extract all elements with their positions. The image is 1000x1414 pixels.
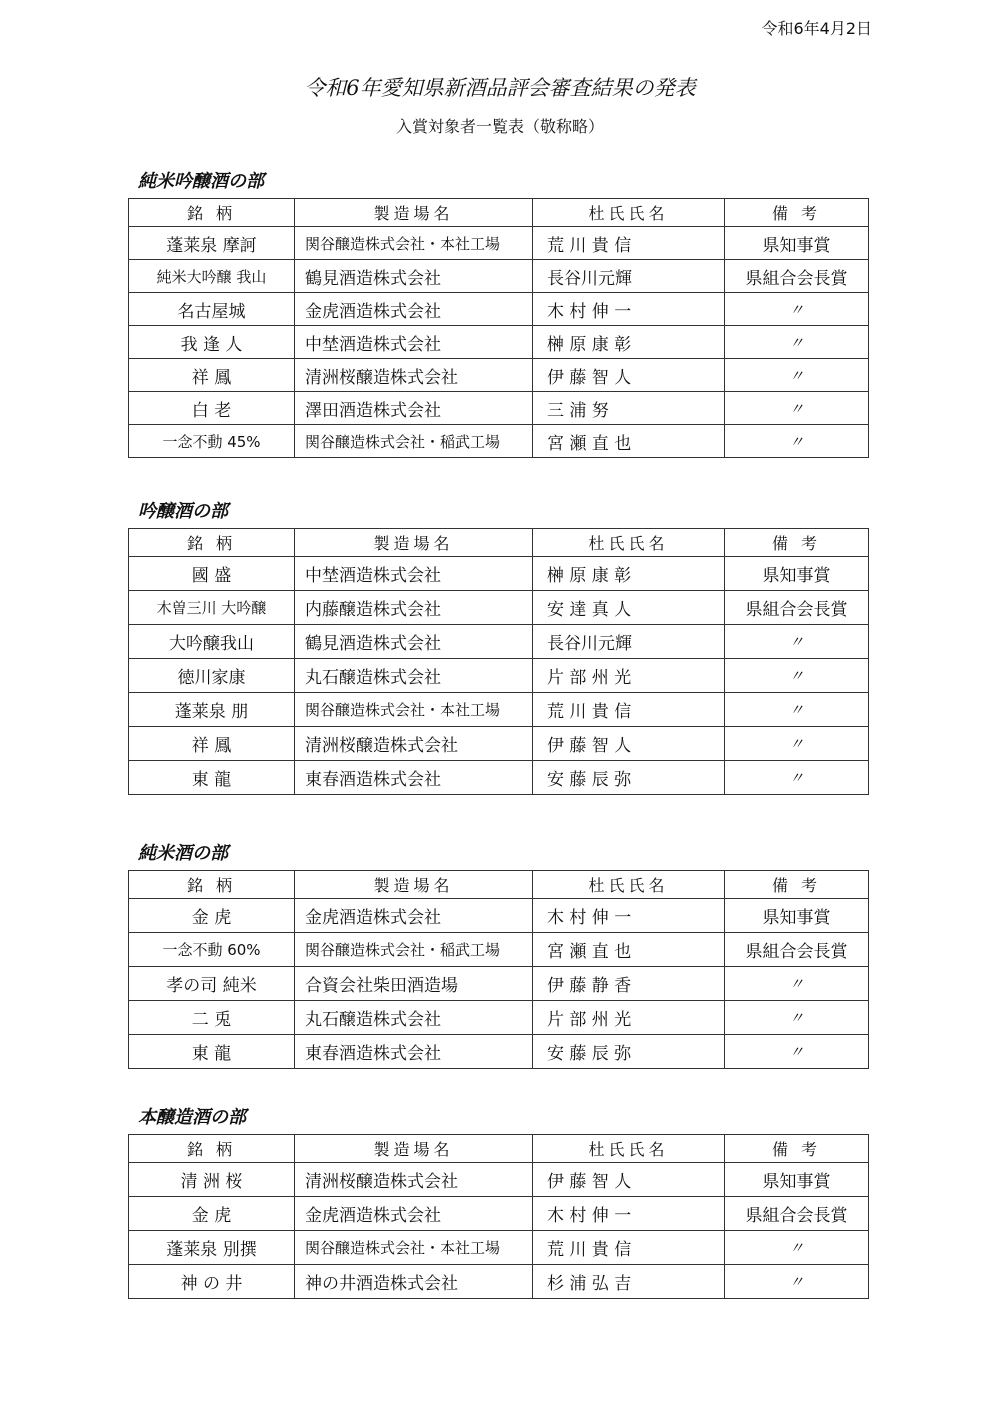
table-row bbox=[129, 625, 869, 659]
cell-maker: 金虎酒造株式会社 bbox=[295, 899, 533, 933]
cell-note: 県組合会長賞 bbox=[725, 260, 869, 293]
table-row bbox=[129, 260, 869, 293]
header-maker: 製造場名 bbox=[295, 529, 533, 557]
section-title: 純米酒の部 bbox=[138, 843, 228, 864]
cell-note: 〃 bbox=[725, 659, 869, 693]
table-row bbox=[129, 1163, 869, 1197]
cell-note: 〃 bbox=[725, 625, 869, 659]
table-row bbox=[129, 727, 869, 761]
table-row bbox=[129, 899, 869, 933]
cell-brand: 白 老 bbox=[129, 392, 295, 425]
cell-brand: 東 龍 bbox=[129, 761, 295, 795]
section-1 bbox=[128, 170, 868, 458]
header-note: 備 考 bbox=[725, 871, 869, 899]
cell-maker: 丸石醸造株式会社 bbox=[295, 1001, 533, 1035]
table-header-row bbox=[129, 199, 869, 227]
cell-toji: 榊 原 康 彰 bbox=[533, 326, 725, 359]
cell-toji: 杉 浦 弘 吉 bbox=[533, 1265, 725, 1299]
cell-brand: 一念不動 45% bbox=[129, 425, 295, 458]
cell-toji: 安 藤 辰 弥 bbox=[533, 1035, 725, 1069]
cell-maker: 内藤醸造株式会社 bbox=[295, 591, 533, 625]
header-maker: 製造場名 bbox=[295, 1135, 533, 1163]
cell-toji: 長谷川元輝 bbox=[533, 625, 725, 659]
header-note: 備 考 bbox=[725, 529, 869, 557]
table-row bbox=[129, 1231, 869, 1265]
cell-brand: 純米大吟醸 我山 bbox=[129, 260, 295, 293]
section-title: 純米吟醸酒の部 bbox=[138, 171, 264, 192]
cell-maker: 神の井酒造株式会社 bbox=[295, 1265, 533, 1299]
cell-brand: 清 洲 桜 bbox=[129, 1163, 295, 1197]
cell-brand: 祥 鳳 bbox=[129, 359, 295, 392]
cell-note: 県知事賞 bbox=[725, 899, 869, 933]
cell-brand: 孝の司 純米 bbox=[129, 967, 295, 1001]
cell-toji: 安 達 真 人 bbox=[533, 591, 725, 625]
cell-brand: 蓬莱泉 朋 bbox=[129, 693, 295, 727]
cell-maker: 中埜酒造株式会社 bbox=[295, 326, 533, 359]
table-row bbox=[129, 359, 869, 392]
cell-note: 〃 bbox=[725, 326, 869, 359]
cell-note: 〃 bbox=[725, 1001, 869, 1035]
cell-note: 県組合会長賞 bbox=[725, 933, 869, 967]
cell-toji: 宮 瀬 直 也 bbox=[533, 933, 725, 967]
cell-maker: 鶴見酒造株式会社 bbox=[295, 260, 533, 293]
cell-toji: 荒 川 貴 信 bbox=[533, 227, 725, 260]
cell-brand: 蓬莱泉 摩訶 bbox=[129, 227, 295, 260]
cell-note: 県知事賞 bbox=[725, 1163, 869, 1197]
cell-maker: 関谷醸造株式会社・本社工場 bbox=[295, 227, 533, 260]
cell-maker: 関谷醸造株式会社・稲武工場 bbox=[295, 425, 533, 458]
header-toji: 杜氏氏名 bbox=[533, 871, 725, 899]
cell-note: 〃 bbox=[725, 761, 869, 795]
document-date: 令和6年4月2日 bbox=[761, 19, 872, 38]
cell-brand: 名古屋城 bbox=[129, 293, 295, 326]
cell-note: 〃 bbox=[725, 1035, 869, 1069]
cell-toji: 荒 川 貴 信 bbox=[533, 1231, 725, 1265]
table-row bbox=[129, 967, 869, 1001]
results-table bbox=[128, 528, 869, 795]
cell-toji: 伊 藤 静 香 bbox=[533, 967, 725, 1001]
header-note: 備 考 bbox=[725, 1135, 869, 1163]
header-brand: 銘 柄 bbox=[129, 1135, 295, 1163]
cell-maker: 関谷醸造株式会社・本社工場 bbox=[295, 693, 533, 727]
table-row bbox=[129, 1265, 869, 1299]
cell-maker: 中埜酒造株式会社 bbox=[295, 557, 533, 591]
cell-note: 〃 bbox=[725, 392, 869, 425]
cell-brand: 金 虎 bbox=[129, 899, 295, 933]
cell-brand: 金 虎 bbox=[129, 1197, 295, 1231]
cell-brand: 蓬莱泉 別撰 bbox=[129, 1231, 295, 1265]
cell-maker: 東春酒造株式会社 bbox=[295, 1035, 533, 1069]
cell-toji: 木 村 伸 一 bbox=[533, 1197, 725, 1231]
table-row bbox=[129, 591, 869, 625]
header-maker: 製造場名 bbox=[295, 871, 533, 899]
table-row bbox=[129, 1197, 869, 1231]
table-row bbox=[129, 933, 869, 967]
cell-brand: 國 盛 bbox=[129, 557, 295, 591]
cell-brand: 徳川家康 bbox=[129, 659, 295, 693]
table-row bbox=[129, 326, 869, 359]
cell-toji: 三 浦 努 bbox=[533, 392, 725, 425]
table-row bbox=[129, 557, 869, 591]
header-toji: 杜氏氏名 bbox=[533, 529, 725, 557]
cell-note: 県知事賞 bbox=[725, 227, 869, 260]
table-header-row bbox=[129, 529, 869, 557]
section-2 bbox=[128, 500, 868, 795]
header-toji: 杜氏氏名 bbox=[533, 199, 725, 227]
header-note: 備 考 bbox=[725, 199, 869, 227]
page-title: 令和6年愛知県新酒品評会審査結果の発表 bbox=[304, 76, 696, 100]
table-row bbox=[129, 659, 869, 693]
cell-maker: 丸石醸造株式会社 bbox=[295, 659, 533, 693]
cell-toji: 片 部 州 光 bbox=[533, 1001, 725, 1035]
cell-maker: 清洲桜醸造株式会社 bbox=[295, 727, 533, 761]
cell-maker: 清洲桜醸造株式会社 bbox=[295, 1163, 533, 1197]
section-title: 吟醸酒の部 bbox=[138, 501, 228, 522]
cell-note: 〃 bbox=[725, 293, 869, 326]
cell-toji: 伊 藤 智 人 bbox=[533, 1163, 725, 1197]
cell-toji: 長谷川元輝 bbox=[533, 260, 725, 293]
table-row bbox=[129, 227, 869, 260]
cell-brand: 二 兎 bbox=[129, 1001, 295, 1035]
section-3 bbox=[128, 842, 868, 1069]
cell-toji: 榊 原 康 彰 bbox=[533, 557, 725, 591]
table-header-row bbox=[129, 1135, 869, 1163]
table-row bbox=[129, 1035, 869, 1069]
cell-brand: 神 の 井 bbox=[129, 1265, 295, 1299]
header-brand: 銘 柄 bbox=[129, 871, 295, 899]
cell-toji: 伊 藤 智 人 bbox=[533, 727, 725, 761]
results-table bbox=[128, 870, 869, 1069]
cell-toji: 伊 藤 智 人 bbox=[533, 359, 725, 392]
cell-toji: 木 村 伸 一 bbox=[533, 899, 725, 933]
section-4 bbox=[128, 1106, 868, 1299]
cell-maker: 鶴見酒造株式会社 bbox=[295, 625, 533, 659]
results-table bbox=[128, 198, 869, 458]
cell-note: 県組合会長賞 bbox=[725, 1197, 869, 1231]
cell-brand: 一念不動 60% bbox=[129, 933, 295, 967]
header-maker: 製造場名 bbox=[295, 199, 533, 227]
table-row bbox=[129, 761, 869, 795]
header-brand: 銘 柄 bbox=[129, 529, 295, 557]
cell-note: 県組合会長賞 bbox=[725, 591, 869, 625]
table-row bbox=[129, 693, 869, 727]
cell-note: 〃 bbox=[725, 727, 869, 761]
cell-maker: 金虎酒造株式会社 bbox=[295, 1197, 533, 1231]
table-row bbox=[129, 425, 869, 458]
header-toji: 杜氏氏名 bbox=[533, 1135, 725, 1163]
cell-brand: 東 龍 bbox=[129, 1035, 295, 1069]
cell-brand: 我 逢 人 bbox=[129, 326, 295, 359]
page-subtitle: 入賞対象者一覧表（敬称略） bbox=[395, 117, 604, 136]
cell-note: 〃 bbox=[725, 1231, 869, 1265]
cell-brand: 祥 鳳 bbox=[129, 727, 295, 761]
cell-toji: 安 藤 辰 弥 bbox=[533, 761, 725, 795]
cell-maker: 金虎酒造株式会社 bbox=[295, 293, 533, 326]
cell-note: 〃 bbox=[725, 1265, 869, 1299]
cell-note: 〃 bbox=[725, 425, 869, 458]
cell-toji: 荒 川 貴 信 bbox=[533, 693, 725, 727]
cell-maker: 清洲桜醸造株式会社 bbox=[295, 359, 533, 392]
cell-note: 〃 bbox=[725, 693, 869, 727]
cell-maker: 合資会社柴田酒造場 bbox=[295, 967, 533, 1001]
header-brand: 銘 柄 bbox=[129, 199, 295, 227]
cell-brand: 木曽三川 大吟醸 bbox=[129, 591, 295, 625]
cell-note: 〃 bbox=[725, 359, 869, 392]
cell-note: 県知事賞 bbox=[725, 557, 869, 591]
table-header-row bbox=[129, 871, 869, 899]
table-row bbox=[129, 392, 869, 425]
section-title: 本醸造酒の部 bbox=[138, 1107, 246, 1128]
cell-toji: 片 部 州 光 bbox=[533, 659, 725, 693]
cell-note: 〃 bbox=[725, 967, 869, 1001]
table-row bbox=[129, 1001, 869, 1035]
cell-toji: 木 村 伸 一 bbox=[533, 293, 725, 326]
cell-maker: 関谷醸造株式会社・稲武工場 bbox=[295, 933, 533, 967]
cell-maker: 東春酒造株式会社 bbox=[295, 761, 533, 795]
results-table bbox=[128, 1134, 869, 1299]
cell-brand: 大吟醸我山 bbox=[129, 625, 295, 659]
cell-maker: 澤田酒造株式会社 bbox=[295, 392, 533, 425]
cell-maker: 関谷醸造株式会社・本社工場 bbox=[295, 1231, 533, 1265]
cell-toji: 宮 瀬 直 也 bbox=[533, 425, 725, 458]
table-row bbox=[129, 293, 869, 326]
